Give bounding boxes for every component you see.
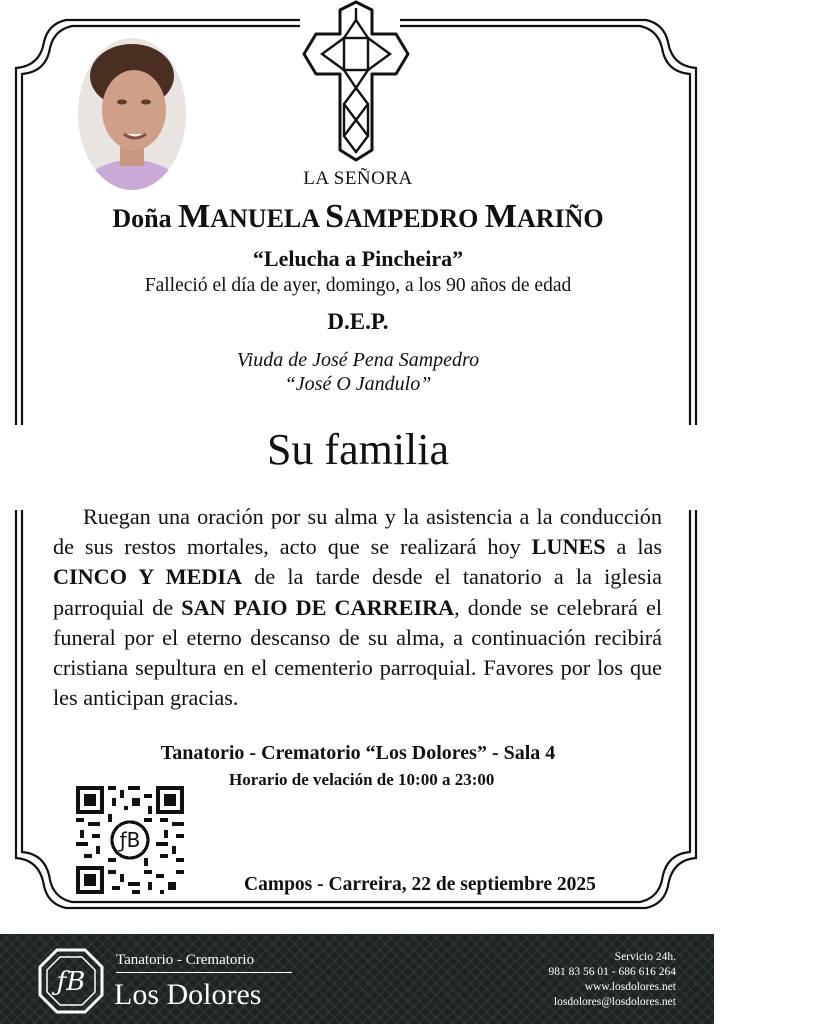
deceased-name (20, 198, 696, 236)
ceremony-text: Ruegan una oración por su alma y la asistencia a la conducción de sus restos mortales, acto que se realizará hoy LUNES a las CINCO Y MEDIA de la tarde desde el tanatorio a la iglesia parroquial de SAN PAIO DE CARREIRA, donde se celebrará el funeral por el eterno descanso de su alma, a continuación recibirá cristiana sepultura en el cementerio parroquial. Favores por los que les anticipan gracias. (53, 504, 663, 711)
email-link[interactable]: losdolores@losdolores.net (553, 996, 676, 1008)
title-la-senora: LA SEÑORA (303, 168, 413, 189)
widow-line-1: Viuda de José Pena Sampedro (236, 349, 480, 371)
svg-text:ƒB: ƒB (56, 967, 86, 997)
venue-line: Tanatorio - Crematorio “Los Dolores” - Sala 4 (160, 742, 556, 764)
qr-code[interactable] (76, 786, 184, 894)
dep-text: D.E.P. (327, 309, 389, 334)
name-second: SAMPEDRO (325, 198, 479, 235)
church-highlight: SAN PAIO DE CARREIRA (181, 594, 455, 620)
time-highlight: CINCO Y MEDIA (53, 564, 243, 590)
brand-subtitle: Tanatorio - Crematorio (116, 952, 255, 968)
nickname: “Lelucha a Pincheira” (252, 246, 464, 271)
service-hours: Servicio 24h. (614, 951, 676, 963)
funeral-home-banner (0, 934, 714, 1024)
widow-notice (20, 348, 696, 396)
name-first: MANUELA (178, 198, 319, 235)
contact-info (549, 950, 676, 1010)
brand-name: Los Dolores (114, 978, 262, 1011)
name-prefix: Doña (112, 204, 172, 233)
widow-line-2: “José O Jandulo” (284, 373, 432, 395)
day-highlight: LUNES (531, 534, 606, 560)
brand-divider (116, 972, 292, 973)
los-dolores-logo-icon (38, 948, 104, 1014)
svg-text:ƒB: ƒB (119, 828, 141, 853)
phone-numbers[interactable]: 981 83 56 01 - 686 616 264 (548, 966, 676, 978)
visiting-hours: Horario de velación de 10:00 a 23:00 (229, 770, 495, 789)
cross-icon (300, 0, 412, 164)
death-notice: Falleció el día de ayer, domingo, a los 90 años de edad (144, 275, 572, 296)
website-link[interactable]: www.losdolores.net (584, 981, 676, 993)
place-and-date: Campos - Carreira, 22 de septiembre 2025 (244, 874, 596, 895)
family-heading: Su familia (266, 425, 450, 474)
name-third: MARIÑO (484, 198, 604, 235)
